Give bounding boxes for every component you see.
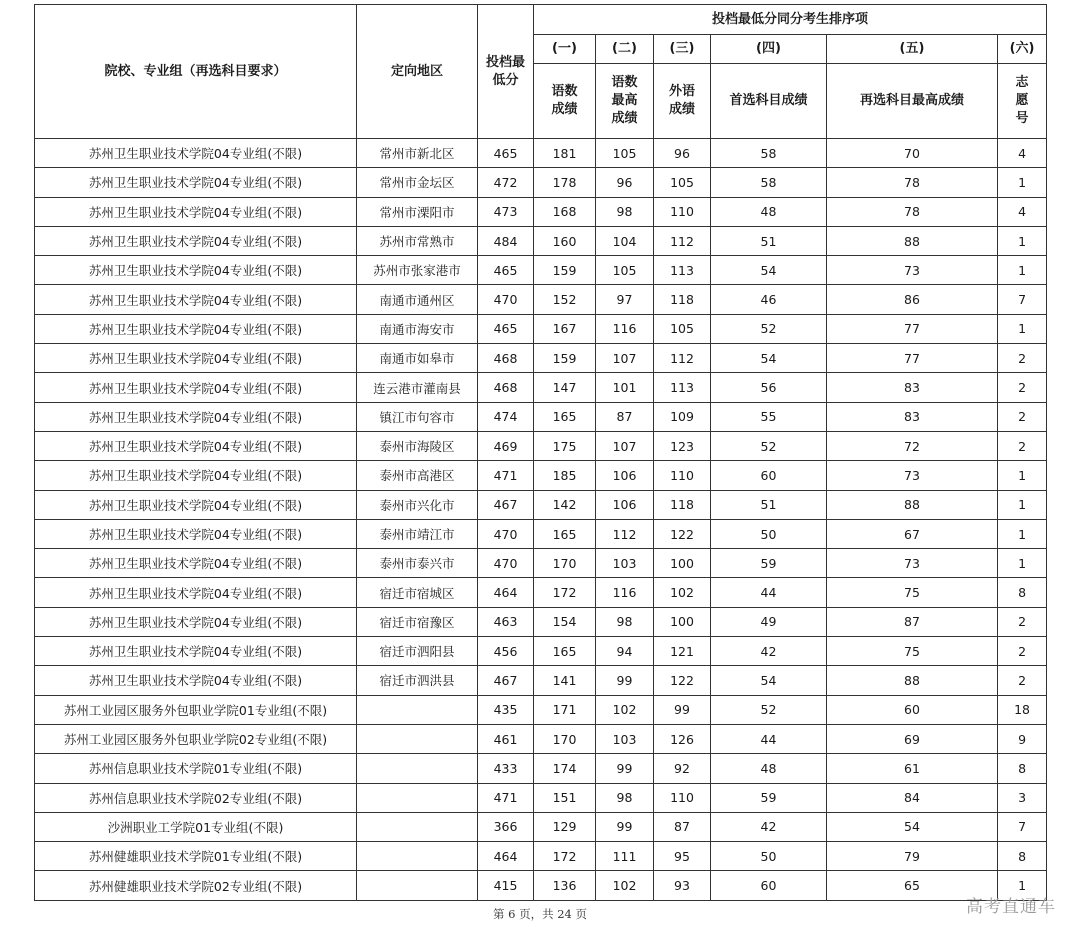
cell-tie-1: 178 bbox=[534, 168, 596, 197]
cell-tie-1: 175 bbox=[534, 431, 596, 460]
cell-min-score: 468 bbox=[478, 373, 534, 402]
cell-tie-1: 185 bbox=[534, 461, 596, 490]
cell-tie-4: 51 bbox=[711, 490, 827, 519]
cell-tie-5: 78 bbox=[827, 168, 998, 197]
cell-tie-3: 93 bbox=[654, 871, 711, 900]
cell-tie-5: 77 bbox=[827, 314, 998, 343]
cell-tie-4: 54 bbox=[711, 344, 827, 373]
cell-tie-6: 1 bbox=[998, 168, 1047, 197]
cell-tie-3: 122 bbox=[654, 666, 711, 695]
watermark: 高考直通车 bbox=[966, 897, 1056, 917]
cell-tie-4: 54 bbox=[711, 666, 827, 695]
cell-school: 苏州卫生职业技术学院04专业组(不限) bbox=[35, 490, 357, 519]
header-school: 院校、专业组（再选科目要求） bbox=[35, 5, 357, 139]
header-tie-num: (三) bbox=[654, 35, 711, 64]
cell-tie-4: 59 bbox=[711, 549, 827, 578]
cell-tie-1: 172 bbox=[534, 578, 596, 607]
cell-min-score: 366 bbox=[478, 812, 534, 841]
table-row bbox=[35, 842, 1047, 871]
cell-tie-4: 54 bbox=[711, 256, 827, 285]
cell-tie-5: 72 bbox=[827, 431, 998, 460]
cell-region bbox=[357, 871, 478, 900]
cell-tie-4: 46 bbox=[711, 285, 827, 314]
header-tie-label: 语数成绩 bbox=[534, 64, 596, 139]
cell-tie-2: 101 bbox=[596, 373, 654, 402]
cell-region bbox=[357, 724, 478, 753]
cell-tie-3: 110 bbox=[654, 783, 711, 812]
cell-tie-6: 18 bbox=[998, 695, 1047, 724]
cell-min-score: 464 bbox=[478, 842, 534, 871]
table-row bbox=[35, 549, 1047, 578]
cell-region: 宿迁市泗洪县 bbox=[357, 666, 478, 695]
table-row bbox=[35, 695, 1047, 724]
cell-tie-4: 50 bbox=[711, 519, 827, 548]
header-tie-label: 首选科目成绩 bbox=[711, 64, 827, 139]
cell-tie-5: 75 bbox=[827, 637, 998, 666]
cell-tie-5: 73 bbox=[827, 549, 998, 578]
cell-tie-4: 52 bbox=[711, 314, 827, 343]
page-footer: 第 6 页，共 24 页 bbox=[492, 907, 588, 921]
cell-region: 苏州市张家港市 bbox=[357, 256, 478, 285]
cell-tie-6: 7 bbox=[998, 812, 1047, 841]
cell-tie-2: 116 bbox=[596, 578, 654, 607]
cell-tie-4: 56 bbox=[711, 373, 827, 402]
cell-school: 苏州卫生职业技术学院04专业组(不限) bbox=[35, 519, 357, 548]
table-row bbox=[35, 344, 1047, 373]
table-row bbox=[35, 724, 1047, 753]
cell-school: 苏州健雄职业技术学院02专业组(不限) bbox=[35, 871, 357, 900]
cell-tie-4: 58 bbox=[711, 168, 827, 197]
cell-tie-6: 8 bbox=[998, 842, 1047, 871]
cell-school: 苏州卫生职业技术学院04专业组(不限) bbox=[35, 461, 357, 490]
cell-region: 泰州市靖江市 bbox=[357, 519, 478, 548]
cell-tie-1: 151 bbox=[534, 783, 596, 812]
cell-region: 泰州市高港区 bbox=[357, 461, 478, 490]
cell-tie-4: 51 bbox=[711, 226, 827, 255]
cell-tie-1: 152 bbox=[534, 285, 596, 314]
cell-tie-3: 92 bbox=[654, 754, 711, 783]
cell-tie-1: 142 bbox=[534, 490, 596, 519]
cell-school: 苏州卫生职业技术学院04专业组(不限) bbox=[35, 549, 357, 578]
cell-tie-3: 100 bbox=[654, 549, 711, 578]
table-body bbox=[35, 139, 1047, 901]
cell-region bbox=[357, 695, 478, 724]
cell-min-score: 433 bbox=[478, 754, 534, 783]
cell-tie-5: 65 bbox=[827, 871, 998, 900]
cell-min-score: 470 bbox=[478, 285, 534, 314]
cell-region: 苏州市常熟市 bbox=[357, 226, 478, 255]
cell-tie-3: 109 bbox=[654, 402, 711, 431]
cell-min-score: 471 bbox=[478, 783, 534, 812]
cell-tie-3: 123 bbox=[654, 431, 711, 460]
cell-tie-5: 87 bbox=[827, 607, 998, 636]
cell-tie-2: 103 bbox=[596, 549, 654, 578]
cell-tie-6: 2 bbox=[998, 637, 1047, 666]
cell-region bbox=[357, 783, 478, 812]
cell-region: 镇江市句容市 bbox=[357, 402, 478, 431]
cell-min-score: 435 bbox=[478, 695, 534, 724]
cell-tie-5: 86 bbox=[827, 285, 998, 314]
cell-tie-4: 55 bbox=[711, 402, 827, 431]
cell-region: 南通市海安市 bbox=[357, 314, 478, 343]
cell-tie-1: 165 bbox=[534, 637, 596, 666]
cell-tie-5: 83 bbox=[827, 373, 998, 402]
cell-tie-6: 8 bbox=[998, 578, 1047, 607]
cell-min-score: 465 bbox=[478, 139, 534, 168]
cell-tie-2: 106 bbox=[596, 461, 654, 490]
cell-tie-6: 1 bbox=[998, 256, 1047, 285]
cell-tie-6: 2 bbox=[998, 431, 1047, 460]
cell-school: 苏州卫生职业技术学院04专业组(不限) bbox=[35, 314, 357, 343]
cell-tie-4: 48 bbox=[711, 754, 827, 783]
cell-tie-3: 102 bbox=[654, 578, 711, 607]
header-tie-num: (五) bbox=[827, 35, 998, 64]
table-row bbox=[35, 373, 1047, 402]
cell-tie-4: 48 bbox=[711, 197, 827, 226]
header-tie-label: 志愿号 bbox=[998, 64, 1047, 139]
cell-min-score: 465 bbox=[478, 314, 534, 343]
cell-school: 苏州卫生职业技术学院04专业组(不限) bbox=[35, 285, 357, 314]
cell-region: 宿迁市宿城区 bbox=[357, 578, 478, 607]
cell-tie-1: 165 bbox=[534, 519, 596, 548]
table-row bbox=[35, 256, 1047, 285]
cell-tie-3: 110 bbox=[654, 197, 711, 226]
cell-min-score: 456 bbox=[478, 637, 534, 666]
cell-tie-5: 79 bbox=[827, 842, 998, 871]
cell-tie-6: 1 bbox=[998, 871, 1047, 900]
cell-tie-2: 107 bbox=[596, 344, 654, 373]
cell-school: 苏州卫生职业技术学院04专业组(不限) bbox=[35, 607, 357, 636]
cell-tie-5: 78 bbox=[827, 197, 998, 226]
cell-region: 南通市通州区 bbox=[357, 285, 478, 314]
cell-tie-6: 7 bbox=[998, 285, 1047, 314]
cell-tie-2: 94 bbox=[596, 637, 654, 666]
table-row bbox=[35, 226, 1047, 255]
cell-tie-2: 111 bbox=[596, 842, 654, 871]
cell-tie-6: 1 bbox=[998, 461, 1047, 490]
cell-tie-4: 59 bbox=[711, 783, 827, 812]
cell-tie-2: 104 bbox=[596, 226, 654, 255]
cell-region: 常州市金坛区 bbox=[357, 168, 478, 197]
cell-tie-3: 112 bbox=[654, 226, 711, 255]
cell-min-score: 461 bbox=[478, 724, 534, 753]
cell-tie-5: 88 bbox=[827, 226, 998, 255]
cell-school: 苏州卫生职业技术学院04专业组(不限) bbox=[35, 168, 357, 197]
header-tie-label: 再选科目最高成绩 bbox=[827, 64, 998, 139]
cell-tie-2: 99 bbox=[596, 754, 654, 783]
cell-school: 苏州工业园区服务外包职业学院01专业组(不限) bbox=[35, 695, 357, 724]
cell-region bbox=[357, 842, 478, 871]
cell-tie-5: 61 bbox=[827, 754, 998, 783]
cell-min-score: 469 bbox=[478, 431, 534, 460]
cell-tie-3: 110 bbox=[654, 461, 711, 490]
cell-region: 泰州市海陵区 bbox=[357, 431, 478, 460]
cell-region: 宿迁市泗阳县 bbox=[357, 637, 478, 666]
table-row bbox=[35, 490, 1047, 519]
cell-tie-2: 105 bbox=[596, 139, 654, 168]
cell-min-score: 470 bbox=[478, 549, 534, 578]
cell-tie-4: 44 bbox=[711, 578, 827, 607]
cell-tie-6: 2 bbox=[998, 402, 1047, 431]
table-row bbox=[35, 285, 1047, 314]
cell-region: 常州市溧阳市 bbox=[357, 197, 478, 226]
cell-region bbox=[357, 812, 478, 841]
cell-school: 苏州信息职业技术学院02专业组(不限) bbox=[35, 783, 357, 812]
header-tie-label: 语数最高成绩 bbox=[596, 64, 654, 139]
table-row bbox=[35, 607, 1047, 636]
header-tie-num: (一) bbox=[534, 35, 596, 64]
cell-tie-2: 103 bbox=[596, 724, 654, 753]
cell-tie-2: 116 bbox=[596, 314, 654, 343]
cell-tie-6: 3 bbox=[998, 783, 1047, 812]
cell-region: 南通市如皋市 bbox=[357, 344, 478, 373]
cell-tie-1: 141 bbox=[534, 666, 596, 695]
cell-tie-5: 69 bbox=[827, 724, 998, 753]
cell-tie-2: 98 bbox=[596, 783, 654, 812]
cell-tie-3: 99 bbox=[654, 695, 711, 724]
cell-tie-1: 159 bbox=[534, 344, 596, 373]
cell-min-score: 467 bbox=[478, 666, 534, 695]
cell-tie-1: 154 bbox=[534, 607, 596, 636]
cell-tie-1: 136 bbox=[534, 871, 596, 900]
cell-tie-3: 113 bbox=[654, 256, 711, 285]
cell-tie-4: 60 bbox=[711, 461, 827, 490]
cell-tie-6: 4 bbox=[998, 139, 1047, 168]
cell-school: 苏州卫生职业技术学院04专业组(不限) bbox=[35, 226, 357, 255]
table-row bbox=[35, 783, 1047, 812]
cell-tie-5: 88 bbox=[827, 490, 998, 519]
cell-tie-2: 102 bbox=[596, 871, 654, 900]
cell-tie-5: 83 bbox=[827, 402, 998, 431]
cell-min-score: 467 bbox=[478, 490, 534, 519]
header-region: 定向地区 bbox=[357, 5, 478, 139]
cell-school: 苏州工业园区服务外包职业学院02专业组(不限) bbox=[35, 724, 357, 753]
cell-tie-5: 73 bbox=[827, 256, 998, 285]
cell-school: 苏州卫生职业技术学院04专业组(不限) bbox=[35, 431, 357, 460]
cell-tie-3: 112 bbox=[654, 344, 711, 373]
cell-tie-3: 118 bbox=[654, 490, 711, 519]
cell-tie-4: 42 bbox=[711, 637, 827, 666]
cell-school: 苏州卫生职业技术学院04专业组(不限) bbox=[35, 402, 357, 431]
cell-tie-1: 170 bbox=[534, 724, 596, 753]
cell-tie-4: 42 bbox=[711, 812, 827, 841]
table-row bbox=[35, 812, 1047, 841]
cell-tie-1: 181 bbox=[534, 139, 596, 168]
cell-region: 泰州市兴化市 bbox=[357, 490, 478, 519]
cell-tie-1: 160 bbox=[534, 226, 596, 255]
cell-region bbox=[357, 754, 478, 783]
table-row bbox=[35, 871, 1047, 900]
cell-min-score: 473 bbox=[478, 197, 534, 226]
admission-score-table bbox=[34, 4, 1047, 901]
cell-region: 常州市新北区 bbox=[357, 139, 478, 168]
cell-tie-3: 118 bbox=[654, 285, 711, 314]
cell-tie-4: 60 bbox=[711, 871, 827, 900]
cell-tie-4: 44 bbox=[711, 724, 827, 753]
cell-tie-2: 87 bbox=[596, 402, 654, 431]
cell-tie-1: 167 bbox=[534, 314, 596, 343]
cell-tie-5: 88 bbox=[827, 666, 998, 695]
cell-school: 苏州信息职业技术学院01专业组(不限) bbox=[35, 754, 357, 783]
table-row bbox=[35, 431, 1047, 460]
cell-school: 苏州卫生职业技术学院04专业组(不限) bbox=[35, 637, 357, 666]
cell-school: 苏州卫生职业技术学院04专业组(不限) bbox=[35, 373, 357, 402]
cell-school: 沙洲职业工学院01专业组(不限) bbox=[35, 812, 357, 841]
table-row bbox=[35, 402, 1047, 431]
cell-tie-6: 8 bbox=[998, 754, 1047, 783]
cell-tie-1: 172 bbox=[534, 842, 596, 871]
table-row bbox=[35, 314, 1047, 343]
cell-tie-6: 9 bbox=[998, 724, 1047, 753]
cell-tie-5: 67 bbox=[827, 519, 998, 548]
cell-tie-2: 105 bbox=[596, 256, 654, 285]
cell-min-score: 484 bbox=[478, 226, 534, 255]
cell-region: 泰州市泰兴市 bbox=[357, 549, 478, 578]
cell-school: 苏州卫生职业技术学院04专业组(不限) bbox=[35, 666, 357, 695]
cell-tie-3: 126 bbox=[654, 724, 711, 753]
cell-tie-4: 52 bbox=[711, 431, 827, 460]
cell-tie-6: 1 bbox=[998, 519, 1047, 548]
cell-tie-6: 2 bbox=[998, 344, 1047, 373]
cell-tie-2: 112 bbox=[596, 519, 654, 548]
cell-tie-5: 60 bbox=[827, 695, 998, 724]
cell-region: 宿迁市宿豫区 bbox=[357, 607, 478, 636]
table-row bbox=[35, 168, 1047, 197]
cell-min-score: 468 bbox=[478, 344, 534, 373]
cell-tie-3: 95 bbox=[654, 842, 711, 871]
cell-tie-1: 159 bbox=[534, 256, 596, 285]
header-tie-num: (二) bbox=[596, 35, 654, 64]
cell-tie-1: 129 bbox=[534, 812, 596, 841]
cell-tie-2: 99 bbox=[596, 812, 654, 841]
cell-tie-3: 121 bbox=[654, 637, 711, 666]
cell-school: 苏州健雄职业技术学院01专业组(不限) bbox=[35, 842, 357, 871]
table-row bbox=[35, 461, 1047, 490]
header-tiebreak: 投档最低分同分考生排序项 bbox=[534, 5, 1047, 35]
cell-tie-1: 171 bbox=[534, 695, 596, 724]
cell-tie-4: 58 bbox=[711, 139, 827, 168]
header-min-score: 投档最低分 bbox=[478, 5, 534, 139]
cell-tie-3: 122 bbox=[654, 519, 711, 548]
cell-region: 连云港市灌南县 bbox=[357, 373, 478, 402]
cell-tie-2: 96 bbox=[596, 168, 654, 197]
cell-tie-2: 98 bbox=[596, 607, 654, 636]
header-tie-num: (六) bbox=[998, 35, 1047, 64]
cell-tie-5: 77 bbox=[827, 344, 998, 373]
cell-tie-3: 105 bbox=[654, 314, 711, 343]
cell-tie-6: 1 bbox=[998, 314, 1047, 343]
cell-min-score: 463 bbox=[478, 607, 534, 636]
cell-tie-6: 2 bbox=[998, 666, 1047, 695]
cell-tie-6: 1 bbox=[998, 226, 1047, 255]
cell-min-score: 474 bbox=[478, 402, 534, 431]
cell-tie-5: 54 bbox=[827, 812, 998, 841]
cell-tie-2: 107 bbox=[596, 431, 654, 460]
cell-tie-1: 168 bbox=[534, 197, 596, 226]
cell-tie-1: 174 bbox=[534, 754, 596, 783]
cell-min-score: 415 bbox=[478, 871, 534, 900]
cell-tie-6: 2 bbox=[998, 607, 1047, 636]
cell-tie-3: 96 bbox=[654, 139, 711, 168]
cell-tie-1: 165 bbox=[534, 402, 596, 431]
cell-tie-6: 1 bbox=[998, 490, 1047, 519]
cell-tie-2: 99 bbox=[596, 666, 654, 695]
cell-tie-3: 105 bbox=[654, 168, 711, 197]
table-row bbox=[35, 754, 1047, 783]
cell-school: 苏州卫生职业技术学院04专业组(不限) bbox=[35, 344, 357, 373]
cell-tie-5: 73 bbox=[827, 461, 998, 490]
cell-min-score: 470 bbox=[478, 519, 534, 548]
table-row bbox=[35, 139, 1047, 168]
table-row bbox=[35, 519, 1047, 548]
cell-tie-5: 84 bbox=[827, 783, 998, 812]
cell-tie-3: 113 bbox=[654, 373, 711, 402]
cell-tie-6: 4 bbox=[998, 197, 1047, 226]
cell-min-score: 472 bbox=[478, 168, 534, 197]
header-tie-num: (四) bbox=[711, 35, 827, 64]
cell-school: 苏州卫生职业技术学院04专业组(不限) bbox=[35, 256, 357, 285]
cell-tie-4: 50 bbox=[711, 842, 827, 871]
cell-school: 苏州卫生职业技术学院04专业组(不限) bbox=[35, 197, 357, 226]
table-row bbox=[35, 197, 1047, 226]
cell-tie-3: 87 bbox=[654, 812, 711, 841]
cell-tie-5: 75 bbox=[827, 578, 998, 607]
cell-min-score: 471 bbox=[478, 461, 534, 490]
cell-tie-1: 170 bbox=[534, 549, 596, 578]
cell-tie-6: 2 bbox=[998, 373, 1047, 402]
cell-tie-2: 98 bbox=[596, 197, 654, 226]
cell-tie-3: 100 bbox=[654, 607, 711, 636]
cell-tie-1: 147 bbox=[534, 373, 596, 402]
cell-tie-2: 102 bbox=[596, 695, 654, 724]
header-tie-label: 外语成绩 bbox=[654, 64, 711, 139]
cell-tie-6: 1 bbox=[998, 549, 1047, 578]
cell-tie-2: 106 bbox=[596, 490, 654, 519]
table-row bbox=[35, 637, 1047, 666]
cell-tie-2: 97 bbox=[596, 285, 654, 314]
cell-min-score: 464 bbox=[478, 578, 534, 607]
cell-tie-5: 70 bbox=[827, 139, 998, 168]
cell-tie-4: 49 bbox=[711, 607, 827, 636]
cell-min-score: 465 bbox=[478, 256, 534, 285]
table-row bbox=[35, 578, 1047, 607]
cell-tie-4: 52 bbox=[711, 695, 827, 724]
cell-school: 苏州卫生职业技术学院04专业组(不限) bbox=[35, 578, 357, 607]
table-row bbox=[35, 666, 1047, 695]
cell-school: 苏州卫生职业技术学院04专业组(不限) bbox=[35, 139, 357, 168]
